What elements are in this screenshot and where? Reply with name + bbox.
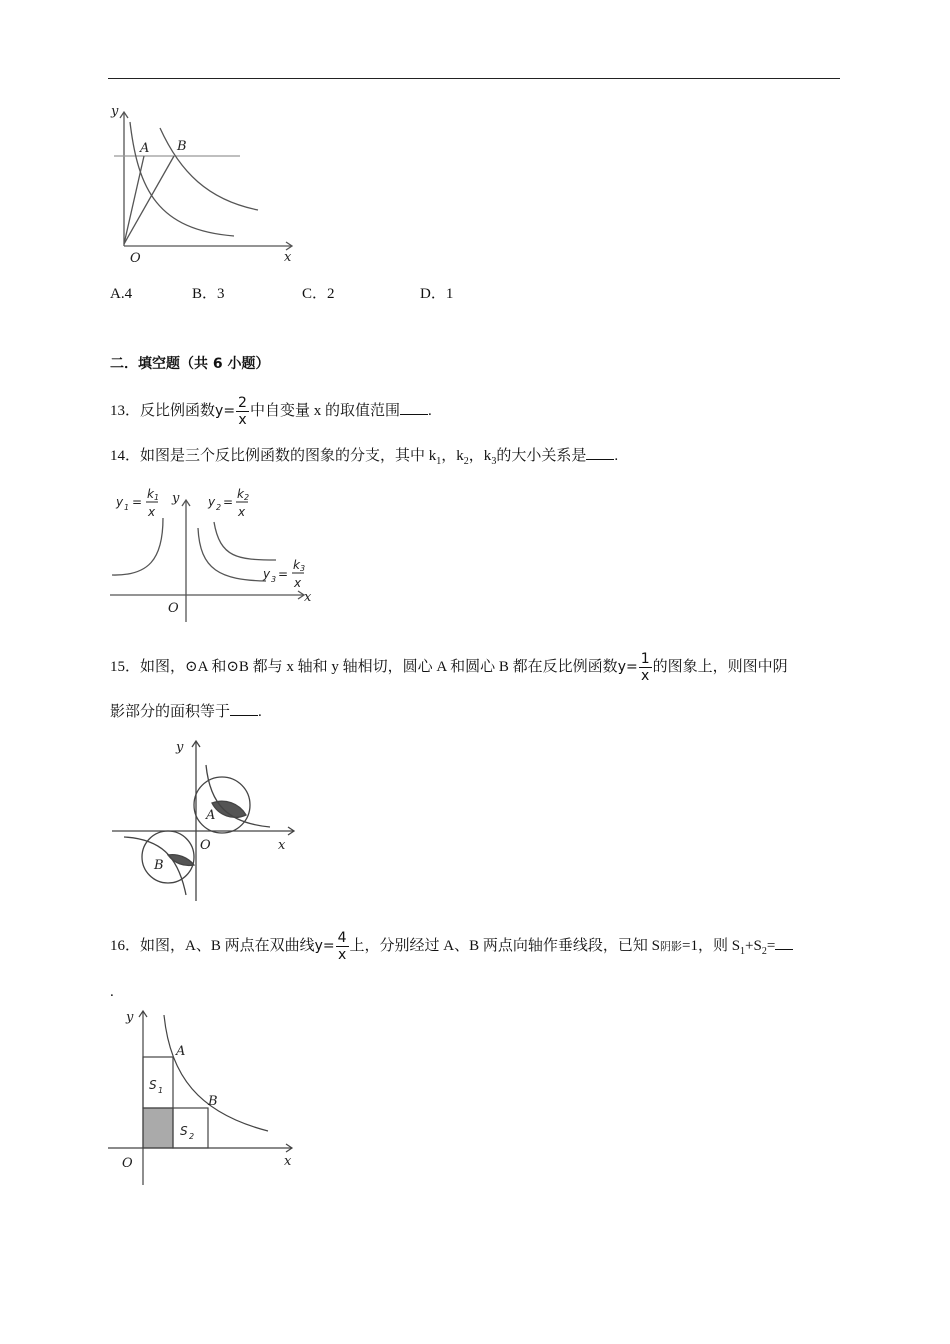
point-b-label: B [208, 1094, 218, 1109]
figure-q12-svg [108, 100, 298, 270]
question-15-line-2 [110, 702, 262, 722]
y-axis-label: y [176, 740, 184, 755]
rect-s2 [173, 1108, 208, 1148]
q16-shade-sub: 阴影 [659, 940, 682, 953]
rect-s1 [143, 1057, 173, 1108]
shaded-region-a [212, 801, 246, 817]
q14-sub-1: 1 [436, 456, 442, 467]
q15-fraction [639, 651, 652, 684]
option-c [302, 285, 335, 303]
curve-y1 [112, 518, 163, 575]
denom-2: x [238, 505, 246, 519]
option-c-letter: C． [302, 286, 328, 302]
q13-answer-blank[interactable] [400, 402, 428, 415]
point-a-label: A [140, 141, 150, 156]
option-d [420, 285, 453, 303]
q16-text-eq: =1，则 S [681, 937, 741, 954]
origin-label: O [130, 251, 141, 266]
q16-plus: +S [745, 937, 762, 954]
q14-sub-2: 2 [463, 456, 469, 467]
x-axis-label: x [304, 590, 312, 605]
option-b [192, 285, 225, 303]
q16-answer-blank[interactable] [775, 937, 793, 950]
origin-label: O [200, 838, 211, 853]
q14-text-after: 的大小关系是 [496, 448, 587, 464]
line-ob [124, 156, 174, 244]
shaded-rectangle [143, 1108, 173, 1148]
y2-label: y [208, 495, 216, 509]
k2-label: k [237, 487, 244, 501]
k1-sub: 1 [154, 493, 160, 502]
curve-b [160, 128, 258, 210]
q15-answer-blank[interactable] [230, 703, 258, 716]
q15-end: . [258, 704, 262, 720]
q15-text: 如图，⊙A 和⊙B 都与 x 轴和 y 轴相切，圆心 A 和圆心 B 都在反比例函数 [140, 658, 618, 675]
q16-text-mid: 上，分别经过 A、B 两点向轴作垂线段，已知 S [349, 937, 660, 954]
denom-3: x [294, 576, 302, 590]
q13-fraction [236, 395, 249, 428]
q16-text: 如图，A、B 两点在双曲线 [140, 937, 315, 954]
figure-q15 [108, 735, 308, 905]
figure-q16-svg [108, 1005, 308, 1190]
q13-number: 13． [110, 402, 141, 419]
y1-sub: 1 [124, 503, 130, 512]
q15-number: 15． [110, 658, 141, 675]
q16-numerator: 4 [337, 930, 347, 946]
option-c-value: 2 [327, 286, 335, 302]
q16-number: 16． [110, 937, 141, 954]
s1-sub: 1 [158, 1086, 164, 1095]
header-rule [108, 78, 840, 79]
figure-q12 [108, 100, 298, 270]
s2-sub: 2 [189, 1132, 195, 1141]
option-a [110, 285, 132, 303]
q13-func-prefix: y= [215, 402, 236, 419]
s1-label: S [149, 1078, 157, 1092]
point-a-label: A [206, 808, 216, 823]
q13-text: 反比例函数 [140, 402, 216, 419]
s2-label: S [180, 1124, 188, 1138]
option-a-value: 4 [124, 286, 133, 302]
option-a-letter: A. [110, 286, 125, 302]
figure-q16 [108, 1005, 308, 1190]
question-16-line-1 [110, 930, 793, 963]
q14-answer-blank[interactable] [586, 447, 614, 460]
y1-label: y [116, 495, 124, 509]
y2-sub: 2 [216, 503, 222, 512]
figure-q14-svg [108, 480, 318, 625]
q16-func-prefix: y= [314, 937, 335, 954]
q16-denominator: x [337, 947, 347, 963]
option-b-value: 3 [217, 286, 225, 302]
q16-line-2-text: . [110, 984, 114, 1000]
figure-q14 [108, 480, 318, 625]
denom-1: x [148, 505, 156, 519]
section-title: 二．填空题（共 6 小题） [110, 356, 270, 372]
q15-func-prefix: y= [617, 658, 638, 675]
k3-sub: 3 [300, 564, 306, 573]
q15-line-2-text: 影部分的面积等于 [110, 704, 231, 720]
line-oa [124, 156, 144, 244]
y-axis-label: y [111, 104, 119, 119]
y-axis-label: y [172, 491, 180, 506]
origin-label: O [168, 601, 179, 616]
q16-s2-sub: 2 [761, 945, 767, 957]
circle-b [142, 831, 194, 883]
hyperbola-curve [164, 1015, 268, 1131]
question-15-line-1 [110, 651, 788, 684]
q14-sep-2: ，k [468, 448, 492, 464]
y3-sub: 3 [271, 575, 277, 584]
eq-1: = [132, 495, 143, 509]
k2-sub: 2 [244, 493, 250, 502]
q14-end: . [614, 448, 619, 464]
question-16-line-2 [110, 982, 114, 1002]
option-d-letter: D． [420, 286, 446, 302]
q16-text-end: = [766, 937, 776, 954]
point-b-label: B [154, 858, 164, 873]
point-a-label: A [176, 1044, 186, 1059]
q14-sep-1: ，k [441, 448, 464, 464]
question-14 [110, 446, 618, 472]
q15-numerator: 1 [640, 651, 650, 667]
q15-denominator: x [641, 668, 650, 684]
x-axis-label: x [278, 838, 286, 853]
q16-s1-sub: 1 [740, 945, 746, 957]
question-13 [110, 395, 432, 428]
y-axis-label: y [126, 1010, 134, 1025]
k1-label: k [147, 487, 154, 501]
y3-label: y [263, 567, 271, 581]
x-axis-label: x [284, 1154, 292, 1169]
curve-y2 [214, 522, 276, 560]
option-d-value: 1 [445, 286, 454, 302]
q13-denominator: x [238, 412, 247, 428]
eq-3: = [278, 567, 289, 581]
q14-number: 14． [110, 448, 141, 464]
option-b-letter: B． [192, 286, 218, 302]
q13-end: . [427, 402, 432, 419]
q13-numerator: 2 [238, 395, 247, 411]
origin-label: O [122, 1156, 133, 1171]
figure-q15-svg [108, 735, 308, 905]
x-axis-label: x [284, 250, 292, 265]
k3-label: k [293, 558, 300, 572]
q13-text-after: 中自变量 x 的取值范围 [249, 402, 400, 419]
q16-fraction [336, 930, 349, 963]
q14-text: 如图是三个反比例函数的图象的分支，其中 k [140, 448, 437, 464]
q14-sub-3: 3 [491, 456, 497, 467]
q15-text-after: 的图象上，则图中阴 [652, 658, 788, 675]
point-b-label: B [177, 139, 187, 154]
eq-2: = [223, 495, 234, 509]
